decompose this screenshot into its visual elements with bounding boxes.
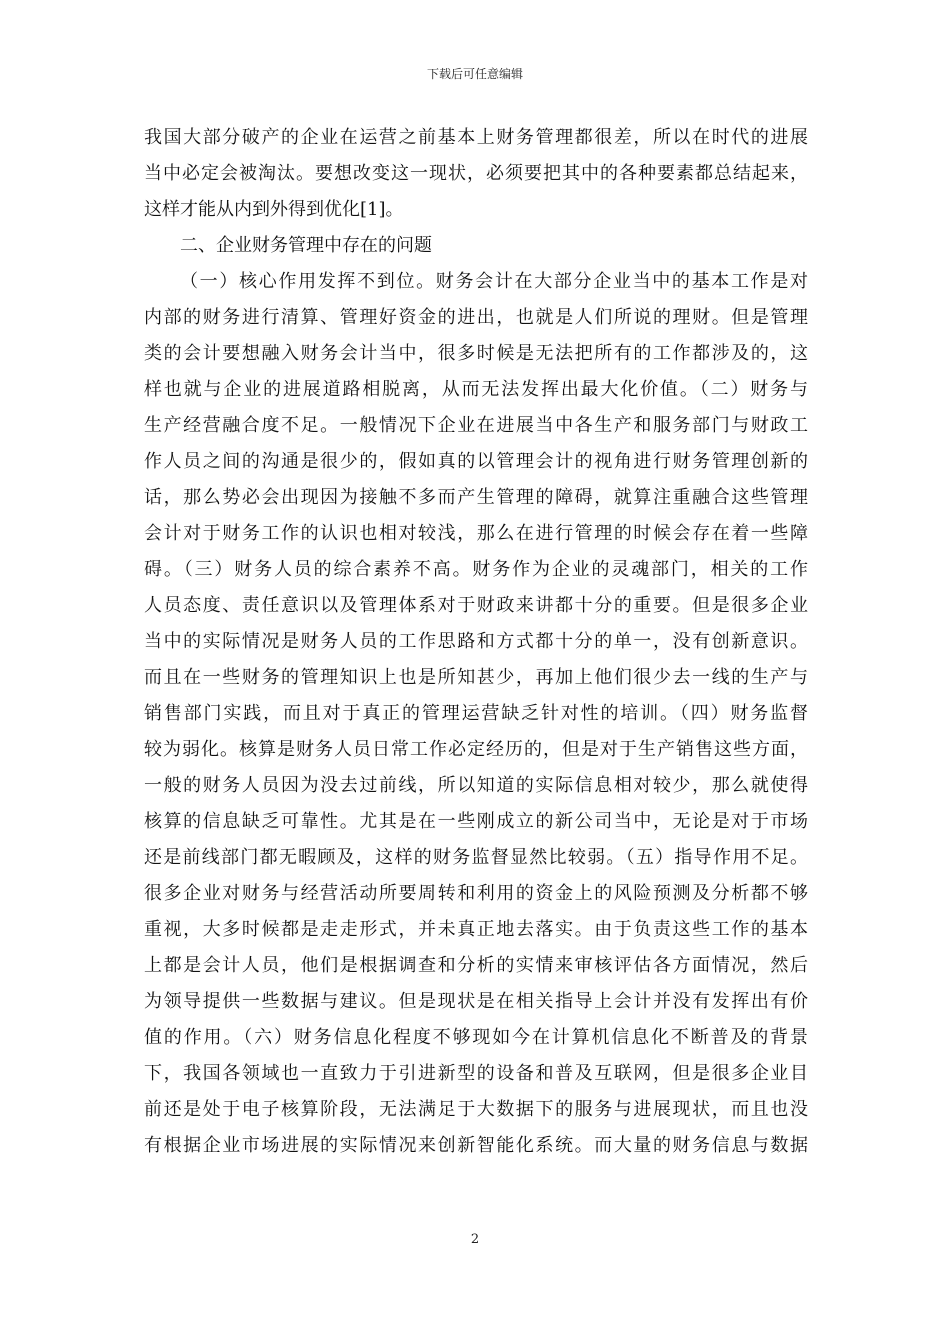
text-line: 这样才能从内到外得到优化[1]。 xyxy=(144,199,404,220)
text-line: 样也就与企业的进展道路相脱离，从而无法发挥出最大化价值。（二）财务与 xyxy=(144,379,808,400)
text-line: 作人员之间的沟通是很少的，假如真的以管理会计的视角进行财务管理创新的 xyxy=(144,451,808,472)
text-line: 上都是会计人员，他们是根据调查和分析的实情来审核评估各方面情况，然后 xyxy=(144,955,808,976)
text-line: 生产经营融合度不足。一般情况下企业在进展当中各生产和服务部门与财政工 xyxy=(144,415,808,436)
text-line: 类的会计要想融入财务会计当中，很多时候是无法把所有的工作都涉及的，这 xyxy=(144,343,808,364)
text-line: 我国大部分破产的企业在运营之前基本上财务管理都很差，所以在时代的进展 xyxy=(144,127,808,148)
text-line: 人员态度、责任意识以及管理体系对于财政来讲都十分的重要。但是很多企业 xyxy=(144,595,808,616)
text-line: 值的作用。（六）财务信息化程度不够现如今在计算机信息化不断普及的背景 xyxy=(144,1027,808,1048)
text-line: 还是前线部门都无暇顾及，这样的财务监督显然比较弱。（五）指导作用不足。 xyxy=(144,847,808,868)
document-body xyxy=(144,120,808,1164)
text-line: 会计对于财务工作的认识也相对较浅，那么在进行管理的时候会存在着一些障 xyxy=(144,523,808,544)
text-line: 当中必定会被淘汰。要想改变这一现状，必须要把其中的各种要素都总结起来， xyxy=(144,163,808,184)
page-header: 下载后可任意编辑 xyxy=(426,67,523,81)
text-line: 核算的信息缺乏可靠性。尤其是在一些刚成立的新公司当中，无论是对于市场 xyxy=(144,811,808,832)
text-line: 很多企业对财务与经营活动所要周转和利用的资金上的风险预测及分析都不够 xyxy=(144,883,808,904)
text-line: 为领导提供一些数据与建议。但是现状是在相关指导上会计并没有发挥出有价 xyxy=(144,991,808,1012)
text-line: 重视，大多时候都是走走形式，并未真正地去落实。由于负责这些工作的基本 xyxy=(144,919,808,940)
text-line: 而且在一些财务的管理知识上也是所知甚少，再加上他们很少去一线的生产与 xyxy=(144,667,808,688)
text-line: 内部的财务进行清算、管理好资金的进出，也就是人们所说的理财。但是管理 xyxy=(144,307,808,328)
text-line: 一般的财务人员因为没去过前线，所以知道的实际信息相对较少，那么就使得 xyxy=(144,775,808,796)
text-line: 销售部门实践，而且对于真正的管理运营缺乏针对性的培训。（四）财务监督 xyxy=(144,703,808,724)
text-line: 较为弱化。核算是财务人员日常工作必定经历的，但是对于生产销售这些方面， xyxy=(144,739,808,760)
text-line: 下，我国各领域也一直致力于引进新型的设备和普及互联网，但是很多企业目 xyxy=(144,1063,808,1084)
page-number: 2 xyxy=(470,1232,480,1247)
text-line: 当中的实际情况是财务人员的工作思路和方式都十分的单一，没有创新意识。 xyxy=(144,631,808,652)
text-line: （一）核心作用发挥不到位。财务会计在大部分企业当中的基本工作是对 xyxy=(180,271,808,292)
text-line: 有根据企业市场进展的实际情况来创新智能化系统。而大量的财务信息与数据 xyxy=(144,1135,808,1156)
text-line: 话，那么势必会出现因为接触不多而产生管理的障碍，就算注重融合这些管理 xyxy=(144,487,808,508)
text-line: 碍。（三）财务人员的综合素养不高。财务作为企业的灵魂部门，相关的工作 xyxy=(144,559,808,580)
text-line: 前还是处于电子核算阶段，无法满足于大数据下的服务与进展现状，而且也没 xyxy=(144,1099,808,1120)
section-heading: 二、企业财务管理中存在的问题 xyxy=(180,235,432,256)
